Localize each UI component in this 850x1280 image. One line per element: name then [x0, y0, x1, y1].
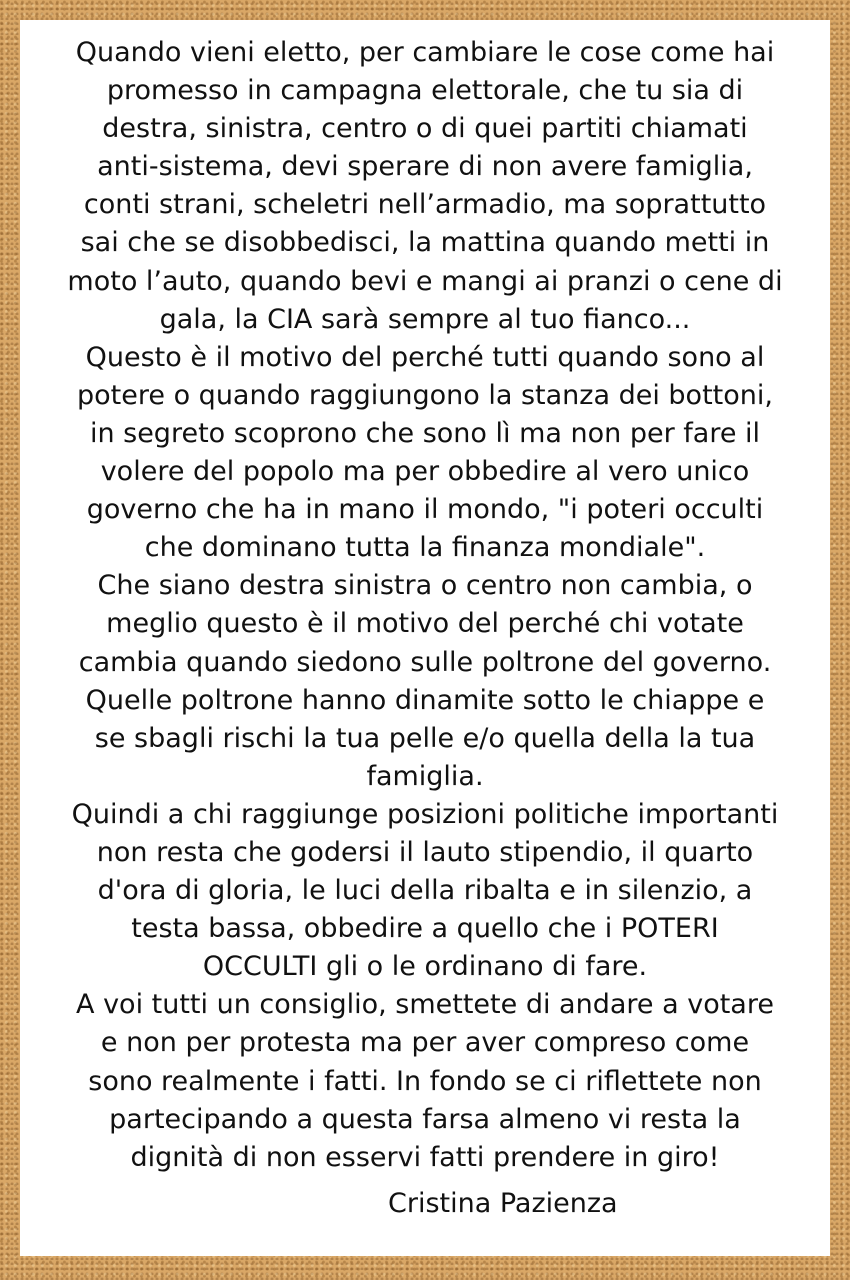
quote-text [34, 34, 816, 1177]
quote-line: promesso in campagna elettorale, che tu sia di [106, 75, 744, 107]
quote-line: potere o quando raggiungono la stanza dei bottoni, [77, 379, 773, 411]
quote-line: Quando vieni eletto, per cambiare le cose come hai [75, 37, 775, 68]
quote-card [20, 20, 830, 1256]
author-signature: Cristina Pazienza [388, 1188, 618, 1219]
quote-line: moto l’auto, quando bevi e mangi ai pranzi o cene di [67, 265, 783, 297]
quote-line: se sbagli rischi la tua pelle e/o quella della la tua [94, 722, 756, 754]
quote-line: governo che ha in mano il mondo, "i poteri occulti [86, 494, 764, 526]
quote-line: anti-sistema, devi sperare di non avere famiglia, [97, 151, 753, 183]
quote-line: destra, sinistra, centro o di quei partiti chiamati [102, 113, 748, 145]
quote-line: dignità di non esservi fatti prendere in giro! [130, 1141, 720, 1173]
quote-line: meglio questo è il motivo del perché chi votate [106, 608, 744, 640]
quote-line: volere del popolo ma per obbedire al vero unico [100, 456, 750, 488]
quote-line: Che siano destra sinistra o centro non cambia, o [97, 570, 753, 602]
quote-line: in segreto scoprono che sono lì ma non per fare il [89, 417, 761, 449]
quote-line: sono realmente i fatti. In fondo se ci riflettete non [88, 1065, 762, 1097]
quote-line: OCCULTI gli o le ordinano di fare. [202, 951, 648, 983]
quote-line: d'ora di gloria, le luci della ribalta e in silenzio, a [97, 875, 753, 907]
quote-line: Quelle poltrone hanno dinamite sotto le chiappe e [85, 684, 765, 716]
quote-line: gala, la CIA sarà sempre al tuo fianco... [159, 303, 691, 335]
quote-line: Questo è il motivo del perché tutti quando sono al [85, 341, 765, 373]
quote-line: che dominano tutta la finanza mondiale". [144, 532, 706, 564]
quote-line: testa bassa, obbedire a quello che i POTERI [131, 913, 719, 945]
quote-line: A voi tutti un consiglio, smettete di andare a votare [76, 989, 774, 1021]
quote-line: non resta che godersi il lauto stipendio, il quarto [96, 836, 754, 868]
quote-line: cambia quando siedono sulle poltrone del governo. [78, 646, 772, 678]
quote-line: famiglia. [366, 760, 484, 792]
quote-line: Quindi a chi raggiunge posizioni politiche importanti [71, 798, 779, 830]
quote-line: partecipando a questa farsa almeno vi resta la [109, 1103, 741, 1135]
quote-line: e non per protesta ma per aver compreso come [100, 1027, 750, 1059]
quote-line: sai che se disobbedisci, la mattina quando metti in [80, 227, 770, 259]
quote-line: conti strani, scheletri nell’armadio, ma soprattutto [83, 189, 767, 221]
